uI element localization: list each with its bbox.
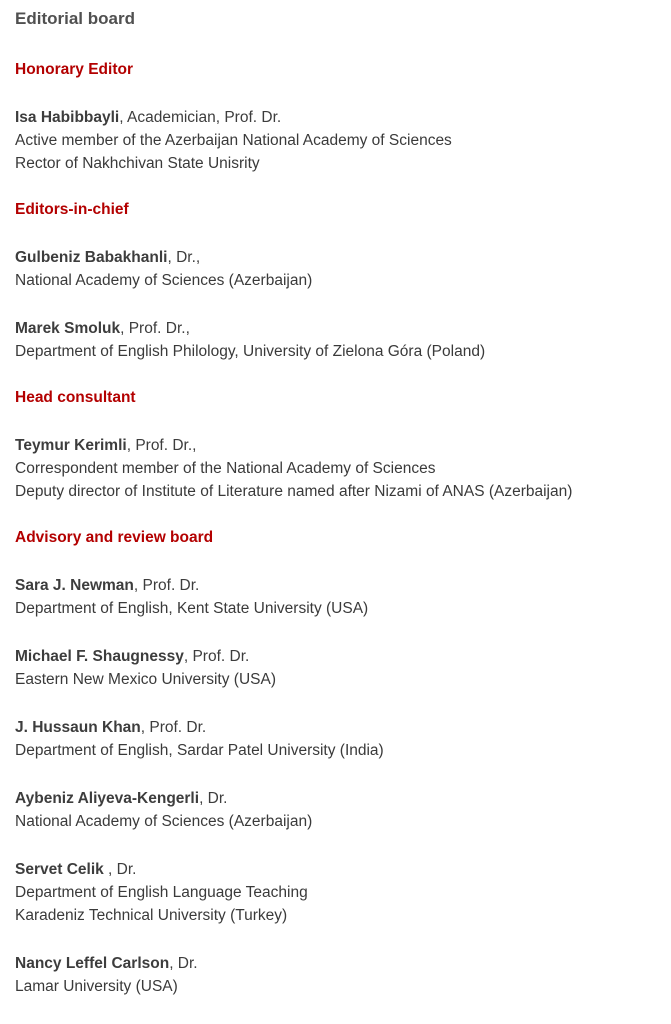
member-title: , Dr. (103, 861, 137, 878)
section-heading: Honorary Editor (15, 61, 133, 78)
member-affiliation: Eastern New Mexico University (USA) (15, 671, 276, 688)
board-member (15, 106, 656, 175)
member-name: Nancy Leffel Carlson (15, 955, 170, 972)
member-affiliation: Rector of Nakhchivan State Unisrity (15, 155, 260, 172)
member-affiliation: National Academy of Sciences (Azerbaijan) (15, 272, 313, 289)
board-member (15, 787, 656, 833)
member-affiliation: Department of English, Kent State University (USA) (15, 600, 369, 617)
member-affiliation: Department of English Language Teaching (15, 884, 308, 901)
board-member (15, 716, 656, 762)
section-heading: Editors-in-chief (15, 201, 129, 218)
board-section (15, 200, 656, 363)
member-title: , Prof. Dr. (133, 577, 200, 594)
member-title: , Dr. (169, 955, 198, 972)
member-name-line (15, 434, 656, 457)
member-affiliation: National Academy of Sciences (Azerbaijan) (15, 813, 313, 830)
board-section (15, 388, 656, 503)
member-title: , Prof. Dr., (126, 437, 197, 454)
member-title: , Prof. Dr., (120, 320, 190, 337)
member-affiliation: Karadeniz Technical University (Turkey) (15, 907, 288, 924)
member-title: , Academician, Prof. Dr. (119, 109, 282, 126)
member-affiliation: Deputy director of Institute of Literature named after Nizami of ANAS (Azerbaijan) (15, 483, 573, 500)
board-section (15, 528, 656, 998)
member-name: Sara J. Newman (15, 577, 134, 594)
member-title: , Prof. Dr. (183, 648, 250, 665)
section-heading: Head consultant (15, 389, 136, 406)
member-name-line (15, 574, 656, 597)
member-name: Gulbeniz Babakhanli (15, 249, 168, 266)
member-name-line (15, 858, 656, 881)
member-name-line (15, 246, 656, 269)
member-title: , Prof. Dr. (140, 719, 207, 736)
member-name: Michael F. Shaugnessy (15, 648, 184, 665)
board-member (15, 434, 656, 503)
sections-container (15, 60, 656, 998)
member-affiliation: Department of English, Sardar Patel University (India) (15, 742, 384, 759)
board-member (15, 858, 656, 927)
page-title: Editorial board (15, 9, 135, 28)
member-name: J. Hussaun Khan (15, 719, 141, 736)
member-affiliation: Active member of the Azerbaijan National Academy of Sciences (15, 132, 452, 149)
board-member (15, 574, 656, 620)
member-name: Marek Smoluk (15, 320, 121, 337)
member-name: Aybeniz Aliyeva-Kengerli (15, 790, 200, 807)
section-heading: Advisory and review board (15, 529, 214, 546)
member-title: , Dr. (199, 790, 228, 807)
member-name-line (15, 317, 656, 340)
member-name-line (15, 106, 656, 129)
board-member (15, 645, 656, 691)
board-member (15, 246, 656, 292)
board-member (15, 317, 656, 363)
board-section (15, 60, 656, 175)
member-name-line (15, 645, 656, 668)
member-name-line (15, 787, 656, 810)
member-name: Servet Celik (15, 861, 104, 878)
member-name: Teymur Kerimli (15, 437, 127, 454)
member-name-line (15, 716, 656, 739)
member-name-line (15, 952, 656, 975)
member-name: Isa Habibbayli (15, 109, 120, 126)
member-affiliation: Correspondent member of the National Academy of Sciences (15, 460, 436, 477)
member-title: , Dr., (167, 249, 201, 266)
board-member (15, 952, 656, 998)
member-affiliation: Department of English Philology, University of Zielona Góra (Poland) (15, 343, 486, 360)
member-affiliation: Lamar University (USA) (15, 978, 178, 995)
